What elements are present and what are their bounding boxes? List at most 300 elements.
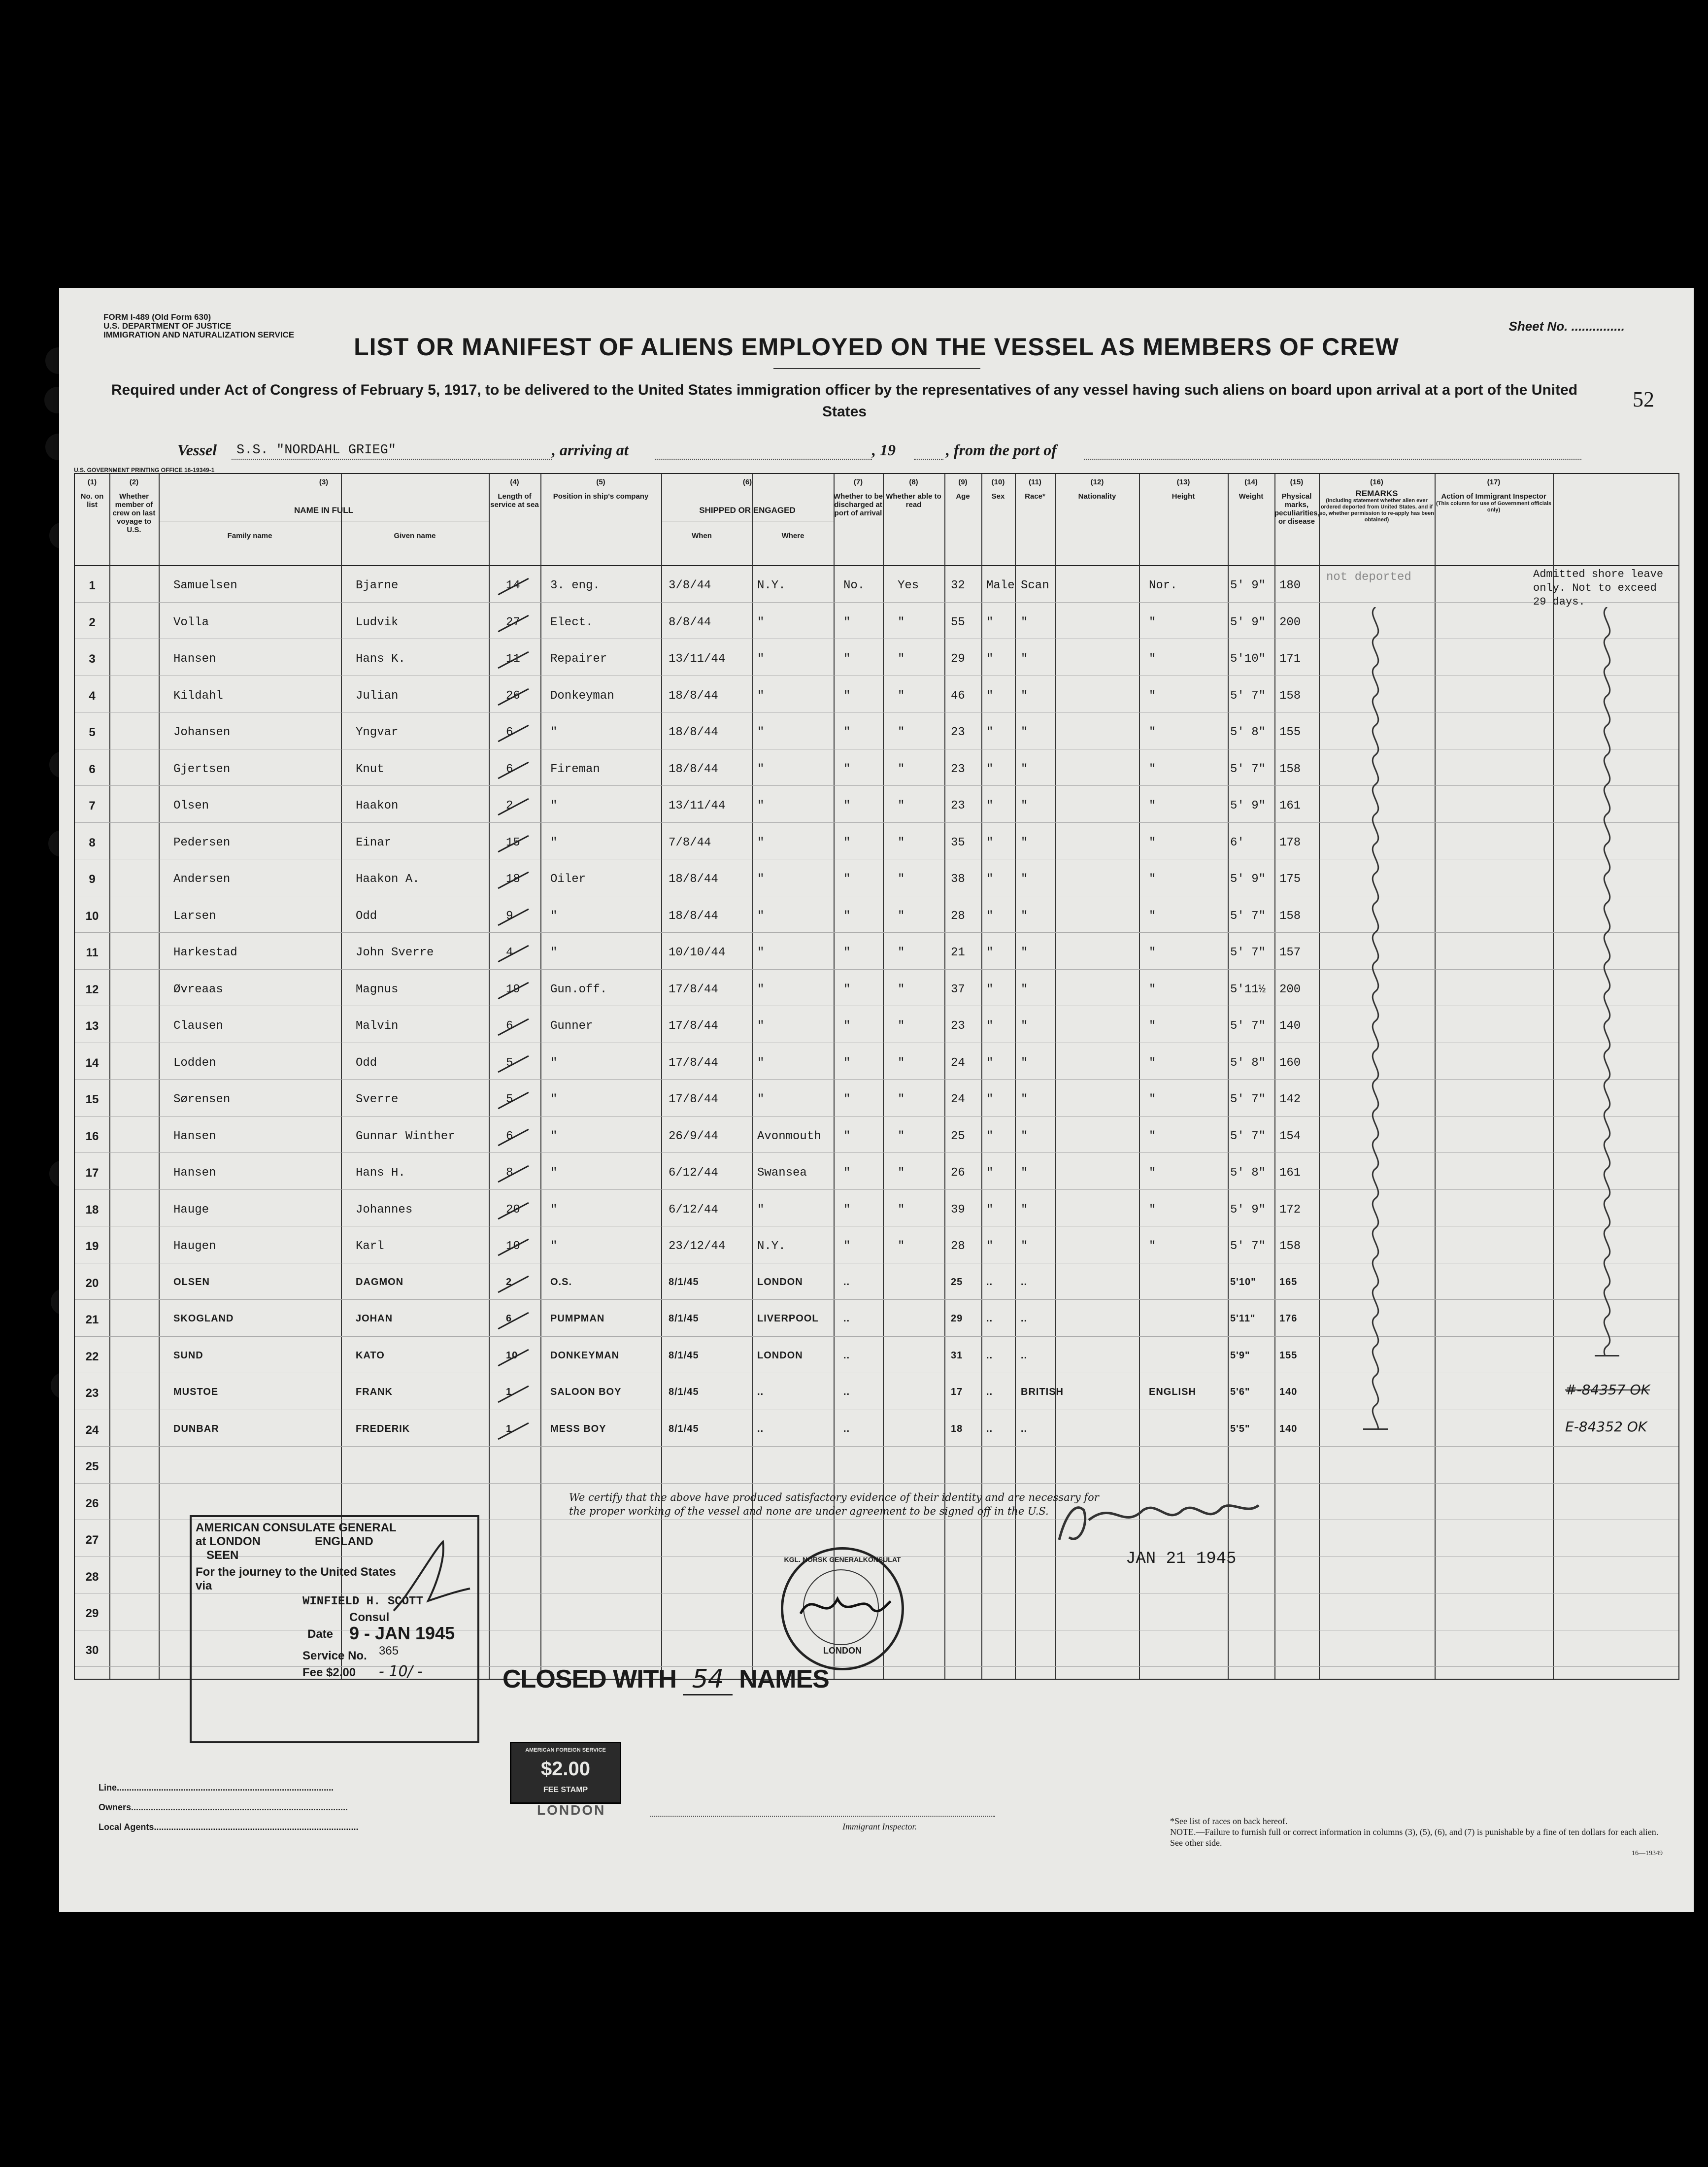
crew-where: " xyxy=(757,799,765,813)
column-header xyxy=(159,478,489,514)
crew-race: " xyxy=(1021,615,1028,629)
column-label: Position in ship's company xyxy=(553,492,649,501)
crew-when: 17/8/44 xyxy=(669,1019,718,1033)
crew-discharged: .. xyxy=(843,1350,850,1361)
crew-given: Odd xyxy=(356,1056,377,1070)
crew-sex: " xyxy=(986,1019,994,1033)
crew-discharged: .. xyxy=(843,1423,850,1434)
crew-family: Øvreaas xyxy=(173,982,223,996)
crew-where: " xyxy=(757,762,765,776)
consulate-fee-hand: - 10/ - xyxy=(379,1663,423,1680)
crew-discharged: " xyxy=(843,1203,851,1217)
crew-race: Scan xyxy=(1021,579,1049,592)
crew-race: BRITISH xyxy=(1021,1387,1064,1397)
crew-height: 5'10" xyxy=(1230,652,1266,666)
column-header xyxy=(883,478,944,509)
column-number: (14) xyxy=(1244,478,1258,486)
crew-service: 27 xyxy=(506,615,520,629)
crew-service: 6 xyxy=(506,762,513,776)
column-header xyxy=(109,478,159,534)
row-number: 24 xyxy=(85,1423,99,1437)
crew-weight: 155 xyxy=(1279,1350,1298,1361)
column-number: (13) xyxy=(1176,478,1190,486)
crew-race: " xyxy=(1021,689,1028,703)
crew-when: 18/8/44 xyxy=(669,762,718,776)
crew-discharged: .. xyxy=(843,1313,850,1324)
crew-race: " xyxy=(1021,1166,1028,1180)
crew-height: 5' 7" xyxy=(1230,689,1266,703)
crew-where: " xyxy=(757,1203,765,1217)
row-number: 12 xyxy=(85,982,99,996)
consulate-signer: WINFIELD H. SCOTT xyxy=(302,1595,423,1608)
crew-sex: " xyxy=(986,1166,994,1180)
crew-read: " xyxy=(898,1093,905,1106)
crew-position: " xyxy=(550,799,558,813)
column-label: Nationality xyxy=(1078,492,1116,501)
crew-race: " xyxy=(1021,726,1028,739)
crew-weight: 160 xyxy=(1279,1056,1301,1070)
crew-weight: 180 xyxy=(1279,579,1301,592)
crew-given: Ludvik xyxy=(356,615,399,629)
crew-height: 5' 7" xyxy=(1230,762,1266,776)
column-number: (3) xyxy=(319,478,329,486)
column-label: Physical marks, peculiarities, or disease xyxy=(1274,492,1320,526)
crew-age: 31 xyxy=(951,1350,963,1361)
row-number: 5 xyxy=(89,726,96,739)
crew-family: Kildahl xyxy=(173,689,223,703)
crew-read: " xyxy=(898,836,905,849)
service-checkmark xyxy=(498,1018,529,1036)
crew-where: " xyxy=(757,909,765,923)
column-number: (9) xyxy=(958,478,968,486)
inspector-subtext: (This column for use of Government officials only) xyxy=(1436,501,1552,513)
crew-nationality: " xyxy=(1149,1203,1156,1217)
consulate-line1: AMERICAN CONSULATE GENERAL xyxy=(196,1521,397,1534)
column-header xyxy=(1055,478,1139,501)
crew-family: Hansen xyxy=(173,1166,216,1180)
row-number: 17 xyxy=(85,1166,99,1180)
consulate-line2b: ENGLAND xyxy=(315,1535,373,1548)
crew-when: 18/8/44 xyxy=(669,689,718,703)
crew-given: Haakon A. xyxy=(356,873,420,886)
column-header xyxy=(540,478,661,501)
crew-age: 21 xyxy=(951,946,965,959)
crew-read: " xyxy=(898,762,905,776)
crew-where: " xyxy=(757,836,765,849)
crew-nationality: " xyxy=(1149,1056,1156,1070)
footnote-races: *See list of races on back hereof. xyxy=(1170,1816,1288,1826)
column-header xyxy=(1435,478,1553,513)
crew-service: 26 xyxy=(506,689,520,703)
crew-age: 26 xyxy=(951,1166,965,1180)
crew-where: " xyxy=(757,982,765,996)
row-rule xyxy=(75,932,1678,933)
crew-race: .. xyxy=(1021,1423,1028,1434)
inspector-id-24: E-84352 OK xyxy=(1565,1418,1647,1435)
crew-family: MUSTOE xyxy=(173,1387,219,1397)
crew-race: " xyxy=(1021,1129,1028,1143)
crew-family: Samuelsen xyxy=(173,579,237,592)
fee-stamp-cancel: LONDON xyxy=(537,1802,606,1818)
row-rule xyxy=(75,1189,1678,1190)
crew-weight: 157 xyxy=(1279,946,1301,959)
crew-nationality: Nor. xyxy=(1149,579,1177,592)
crew-age: 29 xyxy=(951,652,965,666)
fee-stamp-bottom: FEE STAMP xyxy=(543,1786,588,1794)
crew-family: Pedersen xyxy=(173,836,231,849)
port-line xyxy=(1084,459,1581,460)
column-header xyxy=(75,478,109,509)
crew-family: Volla xyxy=(173,615,209,629)
crew-race: " xyxy=(1021,762,1028,776)
crew-height: 5'11" xyxy=(1230,1313,1256,1324)
column-label: Where xyxy=(781,532,804,540)
physical-marks-note: not deported xyxy=(1326,571,1411,584)
row-rule xyxy=(75,602,1678,603)
service-checkmark xyxy=(498,945,529,963)
crew-when: 17/8/44 xyxy=(669,1093,718,1106)
crew-position: Fireman xyxy=(550,762,600,776)
column-label: Sex xyxy=(991,492,1005,501)
header-divider xyxy=(75,565,1678,566)
crew-given: Gunnar Winther xyxy=(356,1129,455,1143)
crew-sex: " xyxy=(986,689,994,703)
row-rule xyxy=(75,1116,1678,1117)
title-rule xyxy=(773,368,980,369)
crew-weight: 200 xyxy=(1279,615,1301,629)
crew-sex: .. xyxy=(986,1313,993,1324)
column-header xyxy=(834,478,883,517)
consulate-journey: For the journey to the United States xyxy=(196,1565,396,1579)
crew-weight: 178 xyxy=(1279,836,1301,849)
crew-sex: " xyxy=(986,909,994,923)
crew-discharged: " xyxy=(843,726,851,739)
row-number: 16 xyxy=(85,1129,99,1143)
crew-height: 5' 7" xyxy=(1230,946,1266,959)
remarks-subtext: (Including statement whether alien ever ordered deported from United States, and if so, whether permission to re-apply has been obtained) xyxy=(1319,498,1434,523)
crew-position: Gunner xyxy=(550,1019,593,1033)
column-number: (2) xyxy=(129,478,139,486)
crew-discharged: " xyxy=(843,1019,851,1033)
consulate-seen: SEEN xyxy=(206,1549,239,1562)
crew-read: " xyxy=(898,689,905,703)
column-header xyxy=(1015,478,1055,501)
crew-where: .. xyxy=(757,1423,764,1434)
column-header xyxy=(1139,478,1228,501)
crew-position: " xyxy=(550,1056,558,1070)
inspector-label: Immigrant Inspector. xyxy=(842,1822,917,1831)
column-header xyxy=(1319,478,1435,523)
column-label: SHIPPED OR ENGAGED xyxy=(699,506,796,515)
crew-given: FRANK xyxy=(356,1387,393,1397)
crew-sex: .. xyxy=(986,1350,993,1361)
crew-weight: 142 xyxy=(1279,1093,1301,1106)
crew-read: " xyxy=(898,726,905,739)
crew-weight: 161 xyxy=(1279,799,1301,813)
crew-given: Yngvar xyxy=(356,726,399,739)
closed-with-names xyxy=(502,1664,829,1694)
row-number: 11 xyxy=(86,946,99,959)
manifest-subtitle: Required under Act of Congress of February 5, 1917, to be delivered to the United States immigration officer by the representatives of any vessel having such aliens on board upon arrival at a port of the United States xyxy=(111,382,1578,420)
crew-family: DUNBAR xyxy=(173,1423,219,1434)
arriving-line xyxy=(655,459,872,460)
department-name: U.S. DEPARTMENT OF JUSTICE xyxy=(103,321,232,331)
crew-when: 10/10/44 xyxy=(669,946,726,959)
crew-height: 5' 8" xyxy=(1230,1166,1266,1180)
crew-given: Johannes xyxy=(356,1203,413,1217)
column-label: Weight xyxy=(1239,492,1264,501)
crew-where: " xyxy=(757,652,765,666)
crew-sex: " xyxy=(986,1056,994,1070)
service-checkmark xyxy=(498,1128,529,1146)
crew-race: " xyxy=(1021,909,1028,923)
row-number: 29 xyxy=(85,1607,99,1620)
crew-where: N.Y. xyxy=(757,579,786,592)
crew-read: " xyxy=(898,1019,905,1033)
consulate-stamp xyxy=(190,1515,479,1743)
crew-weight: 158 xyxy=(1279,1240,1301,1253)
row-number: 23 xyxy=(85,1387,99,1400)
row-number: 22 xyxy=(85,1350,99,1363)
crew-position: Gun.off. xyxy=(550,982,607,996)
crew-read: " xyxy=(898,1203,905,1217)
crew-weight: 161 xyxy=(1279,1166,1301,1180)
crew-discharged: " xyxy=(843,652,851,666)
crew-height: 5' 7" xyxy=(1230,909,1266,923)
column-label: Whether able to read xyxy=(886,492,941,509)
column-label: Length of service at sea xyxy=(490,492,539,509)
crew-race: " xyxy=(1021,1056,1028,1070)
crew-where: " xyxy=(757,873,765,886)
footnote-code: 16—19349 xyxy=(1632,1850,1663,1857)
crew-family: Harkestad xyxy=(173,946,237,959)
crew-read: " xyxy=(898,1166,905,1180)
consulate-service-label: Service No. xyxy=(302,1649,367,1662)
column-label: Race* xyxy=(1025,492,1045,501)
column-number: (8) xyxy=(909,478,918,486)
crew-where: " xyxy=(757,1019,765,1033)
row-number: 21 xyxy=(85,1313,99,1326)
crew-given: Hans K. xyxy=(356,652,405,666)
crew-race: .. xyxy=(1021,1313,1028,1324)
column-label: Whether member of crew on last voyage to U.S. xyxy=(112,492,156,534)
crew-weight: 172 xyxy=(1279,1203,1301,1217)
crew-read: " xyxy=(898,1129,905,1143)
crew-where: .. xyxy=(757,1387,764,1397)
crew-height: 5'9" xyxy=(1230,1350,1250,1361)
crew-family: Johansen xyxy=(173,726,231,739)
crew-sex: .. xyxy=(986,1276,993,1287)
crew-family: OLSEN xyxy=(173,1276,210,1287)
crew-read: " xyxy=(898,615,905,629)
column-label: Family name xyxy=(227,532,272,540)
crew-sex: " xyxy=(986,615,994,629)
crew-age: 39 xyxy=(951,1203,965,1217)
service-checkmark xyxy=(498,761,529,779)
crew-weight: 140 xyxy=(1279,1387,1298,1397)
column-header xyxy=(489,478,540,509)
crew-family: Hauge xyxy=(173,1203,209,1217)
crew-discharged: " xyxy=(843,1240,851,1253)
crew-race: " xyxy=(1021,946,1028,959)
consulate-consul: Consul xyxy=(349,1611,390,1624)
manifest-title: LIST OR MANIFEST OF ALIENS EMPLOYED ON THE VESSEL AS MEMBERS OF CREW xyxy=(354,333,1399,361)
consulate-date: 9 - JAN 1945 xyxy=(349,1623,455,1643)
row-rule xyxy=(75,1299,1678,1300)
crew-race: " xyxy=(1021,873,1028,886)
row-rule xyxy=(75,1483,1678,1484)
crew-where: Avonmouth xyxy=(757,1129,821,1143)
column-label: Whether to be discharged at port of arrival xyxy=(834,492,883,517)
crew-nationality: " xyxy=(1149,982,1156,996)
service-checkmark xyxy=(498,1092,529,1110)
service-checkmark xyxy=(498,1422,529,1440)
crew-sex: " xyxy=(986,1203,994,1217)
crew-given: FREDERIK xyxy=(356,1423,410,1434)
crew-nationality: " xyxy=(1149,1019,1156,1033)
column-header xyxy=(981,478,1015,501)
service-name: IMMIGRATION AND NATURALIZATION SERVICE xyxy=(103,330,295,339)
crew-age: 38 xyxy=(951,873,965,886)
crew-when: 8/1/45 xyxy=(669,1276,699,1287)
crew-position: PUMPMAN xyxy=(550,1313,605,1324)
local-agents-label: Local Agents................................................................................... xyxy=(99,1822,359,1832)
crew-given: Karl xyxy=(356,1240,384,1253)
crew-height: 5' 9" xyxy=(1230,799,1266,813)
service-checkmark xyxy=(498,1275,529,1293)
crew-sex: " xyxy=(986,726,994,739)
crew-family: SUND xyxy=(173,1350,203,1361)
row-number: 30 xyxy=(85,1643,99,1657)
vessel-row xyxy=(177,441,1581,466)
crew-discharged: " xyxy=(843,1056,851,1070)
column-header xyxy=(752,526,834,540)
crew-race: " xyxy=(1021,982,1028,996)
crew-race: " xyxy=(1021,1203,1028,1217)
crew-family: Gjertsen xyxy=(173,762,231,776)
crew-when: 13/11/44 xyxy=(669,652,726,666)
fee-stamp xyxy=(510,1742,621,1804)
fee-stamp-amount: $2.00 xyxy=(540,1758,591,1780)
crew-given: Sverre xyxy=(356,1093,399,1106)
seal-signature xyxy=(798,1584,892,1628)
crew-age: 25 xyxy=(951,1129,965,1143)
crew-given: Knut xyxy=(356,762,384,776)
crew-where: " xyxy=(757,726,765,739)
crew-age: 28 xyxy=(951,909,965,923)
year-label: , 19 xyxy=(872,441,896,459)
crew-where: LONDON xyxy=(757,1350,803,1361)
crew-service: 9 xyxy=(506,909,513,923)
inspector-action-note: Admitted shore leave only. Not to exceed 29 days. xyxy=(1533,568,1664,608)
crew-service: 11 xyxy=(506,652,520,666)
form-number: FORM I-489 (Old Form 630) xyxy=(103,312,211,322)
crew-nationality: " xyxy=(1149,689,1156,703)
crew-read: " xyxy=(898,873,905,886)
crew-read: " xyxy=(898,652,905,666)
crew-service: 15 xyxy=(506,836,520,849)
page-number: 52 xyxy=(1633,387,1654,411)
row-rule xyxy=(75,822,1678,823)
crew-height: 5'11½ xyxy=(1230,982,1266,996)
column-number: (11) xyxy=(1029,478,1041,486)
row-number: 26 xyxy=(85,1496,99,1510)
row-number: 6 xyxy=(89,762,96,776)
crew-age: 23 xyxy=(951,726,965,739)
crew-sex: " xyxy=(986,1093,994,1106)
crew-service: 1 xyxy=(506,1387,512,1397)
crew-sex: " xyxy=(986,1240,994,1253)
crew-age: 37 xyxy=(951,982,965,996)
row-number: 1 xyxy=(89,579,96,592)
column-label: When xyxy=(692,532,712,540)
crew-given: John Sverre xyxy=(356,946,434,959)
master-signature xyxy=(1054,1490,1261,1555)
column-number: (17) xyxy=(1487,478,1501,486)
column-number: (6) xyxy=(742,478,752,486)
crew-discharged: " xyxy=(843,799,851,813)
row-rule xyxy=(75,969,1678,970)
crew-service: 4 xyxy=(506,946,513,959)
crew-height: 5' 9" xyxy=(1230,1203,1266,1217)
crew-age: 23 xyxy=(951,799,965,813)
row-number: 20 xyxy=(85,1276,99,1290)
crew-service: 20 xyxy=(506,1203,520,1217)
crew-race: .. xyxy=(1021,1350,1028,1361)
crew-position: " xyxy=(550,836,558,849)
crew-family: Olsen xyxy=(173,799,209,813)
crew-discharged: " xyxy=(843,689,851,703)
crew-read: Yes xyxy=(898,579,919,592)
crew-given: Magnus xyxy=(356,982,399,996)
crew-position: MESS BOY xyxy=(550,1423,606,1434)
crew-when: 17/8/44 xyxy=(669,1056,718,1070)
crew-nationality: " xyxy=(1149,1240,1156,1253)
crew-when: 8/1/45 xyxy=(669,1313,699,1324)
certification-statement: We certify that the above have produced satisfactory evidence of their identity and are necessary for the proper working of the vessel and none are under agreement to be signed off in the U.S. xyxy=(569,1491,1099,1517)
crew-race: " xyxy=(1021,799,1028,813)
column-header xyxy=(944,478,981,501)
crew-read: " xyxy=(898,946,905,959)
crew-given: Einar xyxy=(356,836,392,849)
crew-service: 14 xyxy=(506,579,520,592)
crew-when: 26/9/44 xyxy=(669,1129,718,1143)
footnote-fine: NOTE.—Failure to furnish full or correct information in columns (3), (5), (6), and (7) is punishable by a fine of ten dollars for each alien. See other side. xyxy=(1170,1827,1659,1848)
crew-position: 3. eng. xyxy=(550,579,600,592)
service-checkmark xyxy=(498,1055,529,1073)
crew-when: 17/8/44 xyxy=(669,982,718,996)
crew-when: 6/12/44 xyxy=(669,1203,718,1217)
crew-discharged: " xyxy=(843,946,851,959)
row-number: 19 xyxy=(85,1240,99,1253)
crew-read: " xyxy=(898,799,905,813)
crew-nationality: " xyxy=(1149,873,1156,886)
crew-family: Lodden xyxy=(173,1056,216,1070)
row-number: 13 xyxy=(85,1019,99,1033)
column-label: Age xyxy=(956,492,970,501)
norwegian-consulate-seal xyxy=(781,1547,904,1670)
seal-city: LONDON xyxy=(823,1646,862,1656)
row-number: 4 xyxy=(89,689,96,703)
row-number: 27 xyxy=(85,1533,99,1547)
crew-position: " xyxy=(550,1240,558,1253)
crew-position: " xyxy=(550,1093,558,1106)
row-rule xyxy=(75,785,1678,786)
crew-when: 13/11/44 xyxy=(669,799,726,813)
vessel-name-line xyxy=(232,459,552,460)
service-checkmark xyxy=(498,798,529,816)
crew-sex: " xyxy=(986,836,994,849)
